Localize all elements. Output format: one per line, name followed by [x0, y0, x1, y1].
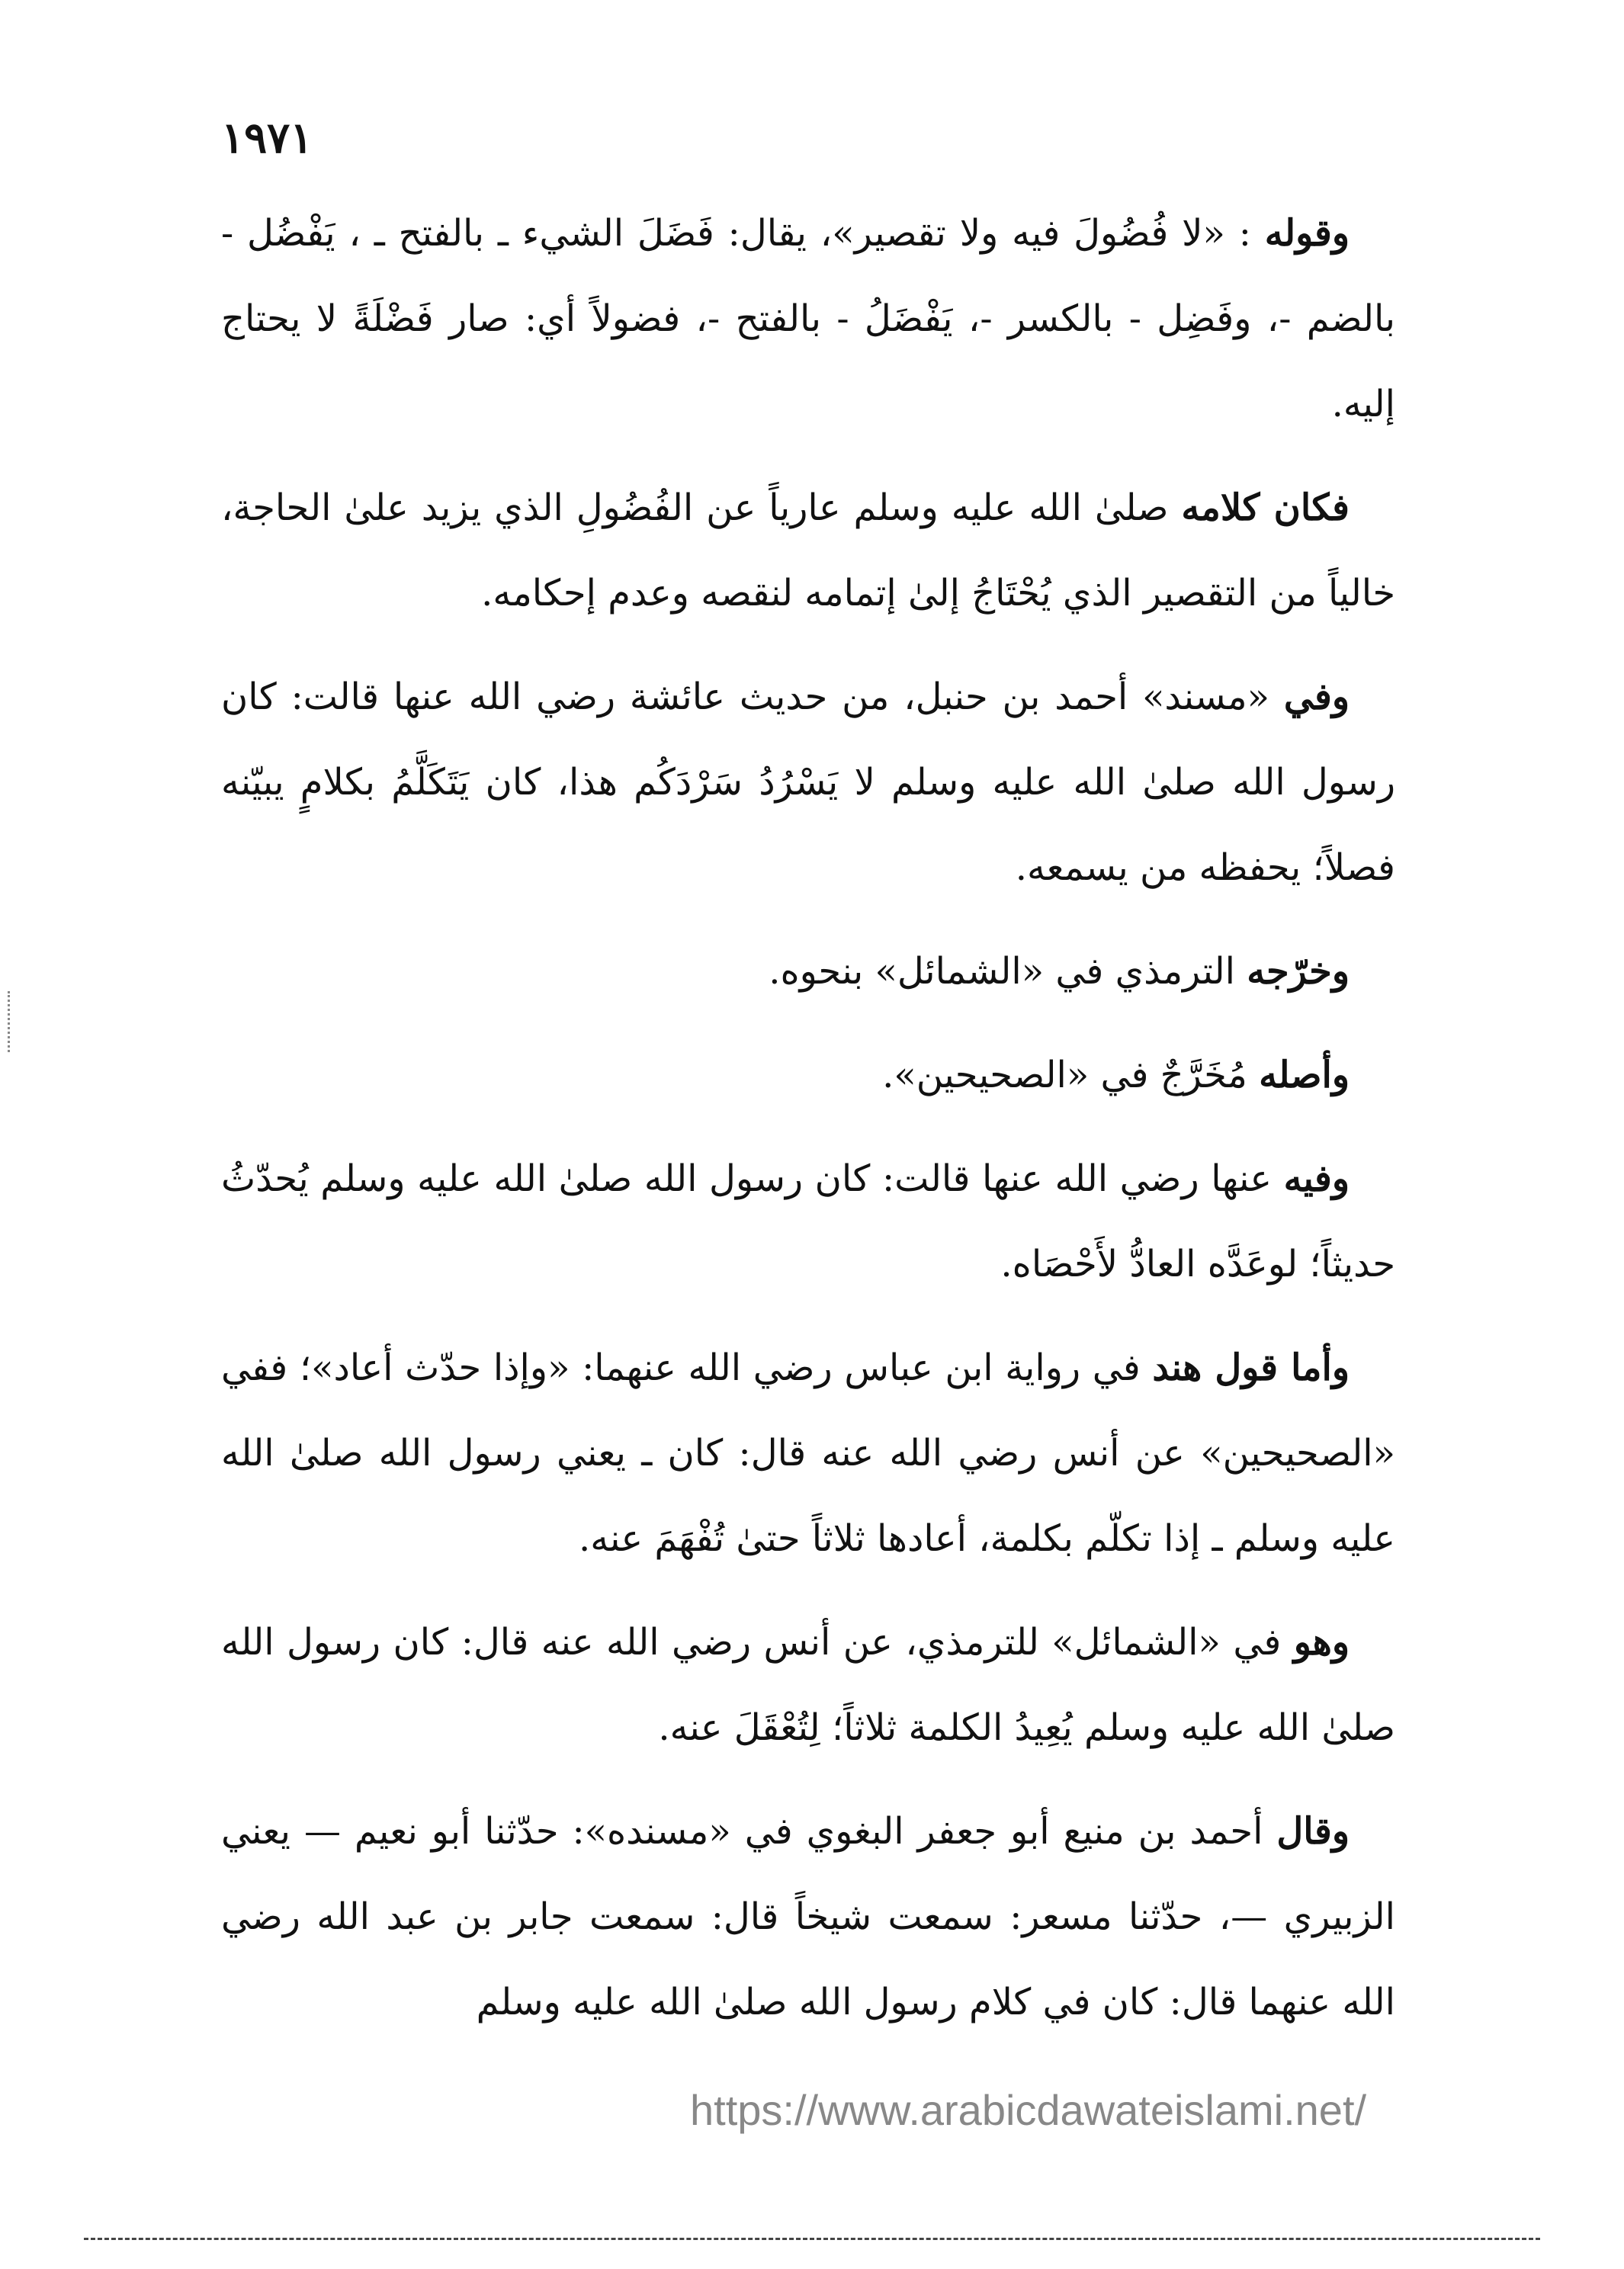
paragraph — [221, 1600, 1395, 1770]
paragraph-text: عنها رضي الله عنها قالت: كان رسول الله صلىٰ الله عليه وسلم يُحدّثُ حديثاً؛ لوعَدَّه العادُّ لأَحْصَاه. — [221, 1157, 1395, 1285]
paragraph-text: في «الشمائل» للترمذي، عن أنس رضي الله عنه قال: كان رسول الله صلىٰ الله عليه وسلم يُعِيدُ الكلمة ثلاثاً؛ لِتُعْقَلَ عنه. — [221, 1621, 1395, 1749]
footer-divider — [84, 2238, 1540, 2240]
watermark-url: https://www.arabicdawateislami.net/ — [690, 2086, 1367, 2134]
paragraph-lead: وأما قول هند — [1152, 1346, 1350, 1389]
paragraph — [221, 1789, 1395, 2045]
paragraph-text: أحمد بن منيع أبو جعفر البغوي في «مسنده»: حدّثنا أبو نعيم — يعني الزبيري —، حدّثنا مسعر: سمعت شيخاً قال: سمعت جابر بن عبد الله رضي الله عنهما قال: كان في كلام رسول الله صلىٰ الله عليه وسلم — [221, 1810, 1395, 2023]
paragraph-lead: وأصله — [1259, 1054, 1350, 1096]
paragraph-text: صلىٰ الله عليه وسلم عارياً عن الفُضُولِ الذي يزيد علىٰ الحاجة، خالياً من التقصير الذي يُحْتَاجُ إلىٰ إتمامه لنقصه وعدم إحكامه. — [221, 486, 1395, 615]
paragraph-text: مُخَرَّجٌ في «الصحيحين». — [882, 1054, 1260, 1096]
paragraph — [221, 654, 1395, 910]
paragraph-lead: وخرّجه — [1247, 950, 1350, 993]
paragraph — [221, 1032, 1395, 1118]
paragraph-lead: فكان كلامه — [1181, 486, 1350, 529]
paragraph-text: في رواية ابن عباس رضي الله عنهما: «وإذا حدّث أعاد»؛ ففي «الصحيحين» عن أنس رضي الله عنه قال: كان ـ يعني رسول الله صلىٰ الله عليه وسلم ـ إذا تكلّم بكلمة، أعادها ثلاثاً حتىٰ تُفْهَمَ عنه. — [221, 1346, 1395, 1560]
paragraph-lead: وهو — [1293, 1621, 1350, 1664]
paragraph-text: الترمذي في «الشمائل» بنحوه. — [769, 950, 1247, 993]
paragraph — [221, 1136, 1395, 1307]
paragraph-text: «مسند» أحمد بن حنبل، من حديث عائشة رضي الله عنها قالت: كان رسول الله صلىٰ الله عليه وسلم لا يَسْرُدُ سَرْدَكُم هذا، كان يَتَكَلَّمُ بكلامٍ يبيّنه فصلاً؛ يحفظه من يسمعه. — [221, 676, 1395, 889]
margin-mark — [8, 991, 13, 1052]
paragraph — [221, 191, 1395, 447]
paragraph-lead: وقال — [1276, 1810, 1350, 1853]
page-number: ١٩٧١ — [221, 113, 313, 163]
paragraph-text: : «لا فُضُولَ فيه ولا تقصير»، يقال: فَضَلَ الشيء ـ بالفتح ـ ، يَفْضُل - بالضم -، وفَضِل - بالكسر -، يَفْضَلُ - بالفتح -، فضولاً أي: صار فَضْلَةً لا يحتاج إليه. — [221, 212, 1395, 425]
paragraph-lead: وفي — [1283, 676, 1350, 718]
paragraph-lead: وقوله — [1264, 212, 1350, 255]
paragraph — [221, 465, 1395, 636]
page-body — [221, 191, 1395, 2063]
paragraph — [221, 1325, 1395, 1581]
paragraph — [221, 929, 1395, 1014]
paragraph-lead: وفيه — [1283, 1157, 1350, 1200]
